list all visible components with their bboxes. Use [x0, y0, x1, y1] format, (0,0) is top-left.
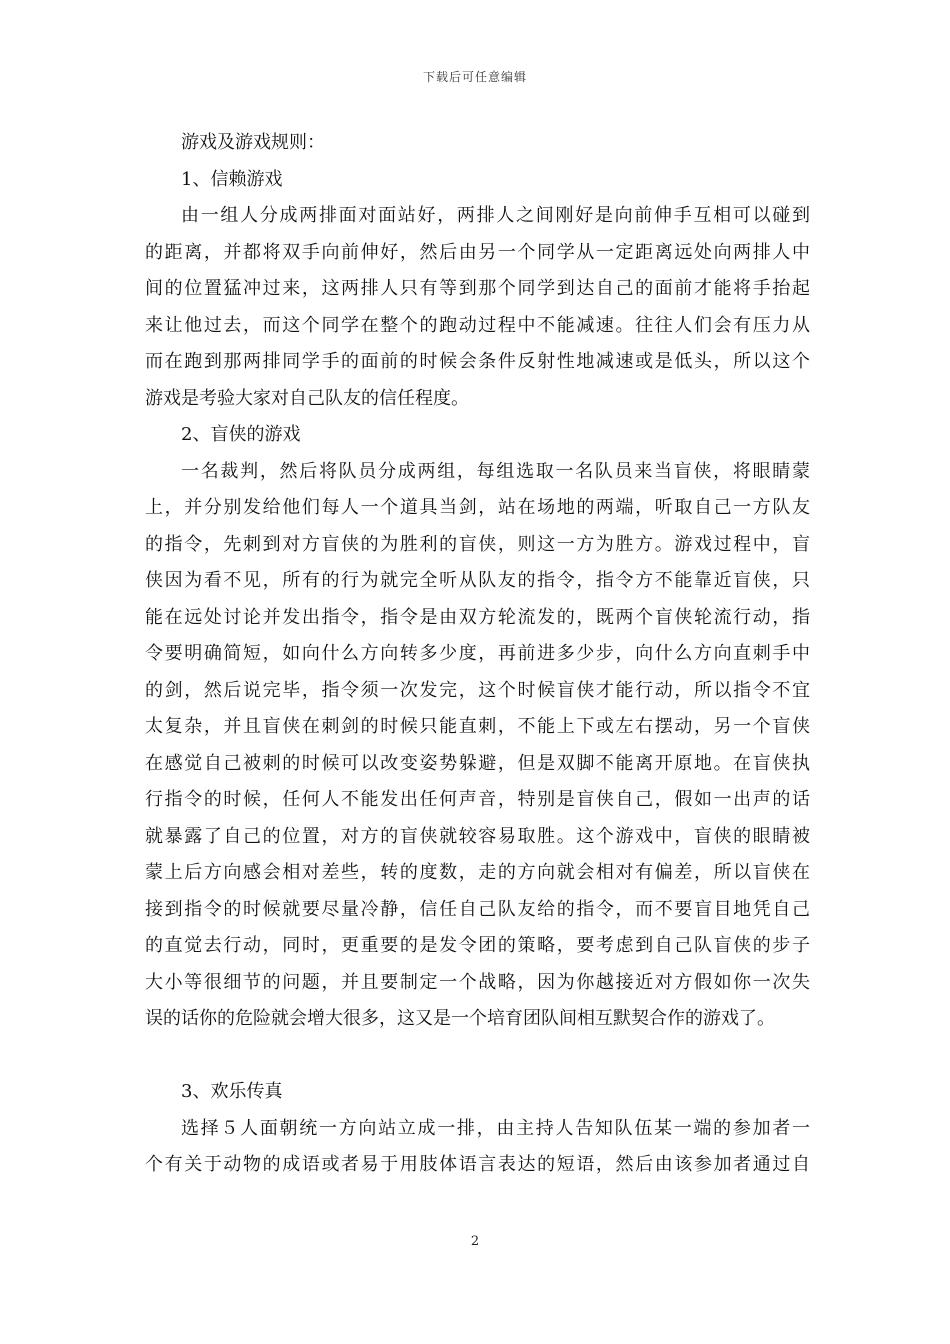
section-heading-1: 1、信赖游戏	[181, 168, 283, 190]
paragraph-line: 侠因为看不见，所有的行为就完全听从队友的指令，指令方不能靠近盲侠，只	[145, 570, 810, 591]
paragraph-line: 行指令的时候，任何人不能发出任何声音，特别是盲侠自己，假如一出声的话	[145, 789, 810, 810]
paragraph-line: 来让他过去，而这个同学在整个的跑动过程中不能减速。往往人们会有压力从	[145, 314, 810, 336]
paragraph-line: 而在跑到那两排同学手的面前的时候会条件反射性地减速或是低头，所以这个	[145, 351, 810, 372]
paragraph-line: 一名裁判，然后将队员分成两组，每组选取一名队员来当盲侠，将眼睛蒙	[181, 460, 810, 482]
paragraph-line: 大小等很细节的问题，并且要制定一个战略，因为你越接近对方假如你一次失	[145, 971, 810, 993]
paragraph-line: 的剑，然后说完毕，指令须一次发完，这个时候盲侠才能行动，所以指令不宜	[145, 679, 810, 701]
paragraph-line: 游戏是考验大家对自己队友的信任程度。	[145, 387, 469, 409]
blank-line	[145, 1038, 810, 1075]
paragraph-line: 太复杂，并且盲侠在刺剑的时候只能直刺，不能上下或左右摆动，另一个盲侠	[145, 716, 810, 737]
paragraph-line: 的直觉去行动，同时，更重要的是发令团的策略，要考虑到自己队盲侠的步子	[145, 935, 810, 956]
document-body	[145, 125, 810, 1184]
paragraph-line: 选择５人面朝统一方向站立成一排，由主持人告知队伍某一端的参加者一	[181, 1117, 810, 1139]
page-header: 下载后可任意编辑	[422, 70, 527, 84]
paragraph-line: 蒙上后方向感会相对差些，转的度数，走的方向就会相对有偏差，所以盲侠在	[145, 862, 810, 883]
page-number: 2	[470, 1234, 480, 1249]
paragraph-line: 在感觉自己被刺的时候可以改变姿势躲避，但是双脚不能离开原地。在盲侠执	[145, 752, 810, 774]
paragraph-line: 接到指令的时候就要尽量冷静，信任自己队友给的指令，而不要盲目地凭自己	[145, 898, 810, 920]
paragraph-line: 上，并分别发给他们每人一个道具当剑，站在场地的两端，听取自己一方队友	[145, 497, 810, 518]
paragraph-line: 间的位置猛冲过来，这两排人只有等到那个同学到达自己的面前才能将手抬起	[145, 278, 810, 299]
document-title: 游戏及游戏规则：	[181, 132, 325, 153]
paragraph-line: 就暴露了自己的位置，对方的盲侠就较容易取胜。这个游戏中，盲侠的眼睛被	[145, 825, 810, 847]
paragraph-line: 误的话你的危险就会增大很多，这又是一个培育团队间相互默契合作的游戏了。	[145, 1008, 775, 1029]
paragraph-line: 个有关于动物的成语或者易于用肢体语言表达的短语，然后由该参加者通过自	[145, 1154, 810, 1175]
paragraph-line: 能在远处讨论并发出指令，指令是由双方轮流发的，既两个盲侠轮流行动，指	[145, 606, 810, 628]
section-heading-2: 2、盲侠的游戏	[181, 424, 301, 445]
paragraph-line: 令要明确简短，如向什么方向转多少度，再前进多少步，向什么方向直刺手中	[145, 643, 810, 664]
section-heading-3: 3、欢乐传真	[181, 1081, 283, 1102]
paragraph-line: 的指令，先刺到对方盲侠的为胜利的盲侠，则这一方为胜方。游戏过程中，盲	[145, 533, 810, 555]
paragraph-line: 的距离，并都将双手向前伸好，然后由另一个同学从一定距离远处向两排人中	[145, 241, 810, 263]
paragraph-line: 由一组人分成两排面对面站好，两排人之间刚好是向前伸手互相可以碰到	[181, 205, 810, 226]
